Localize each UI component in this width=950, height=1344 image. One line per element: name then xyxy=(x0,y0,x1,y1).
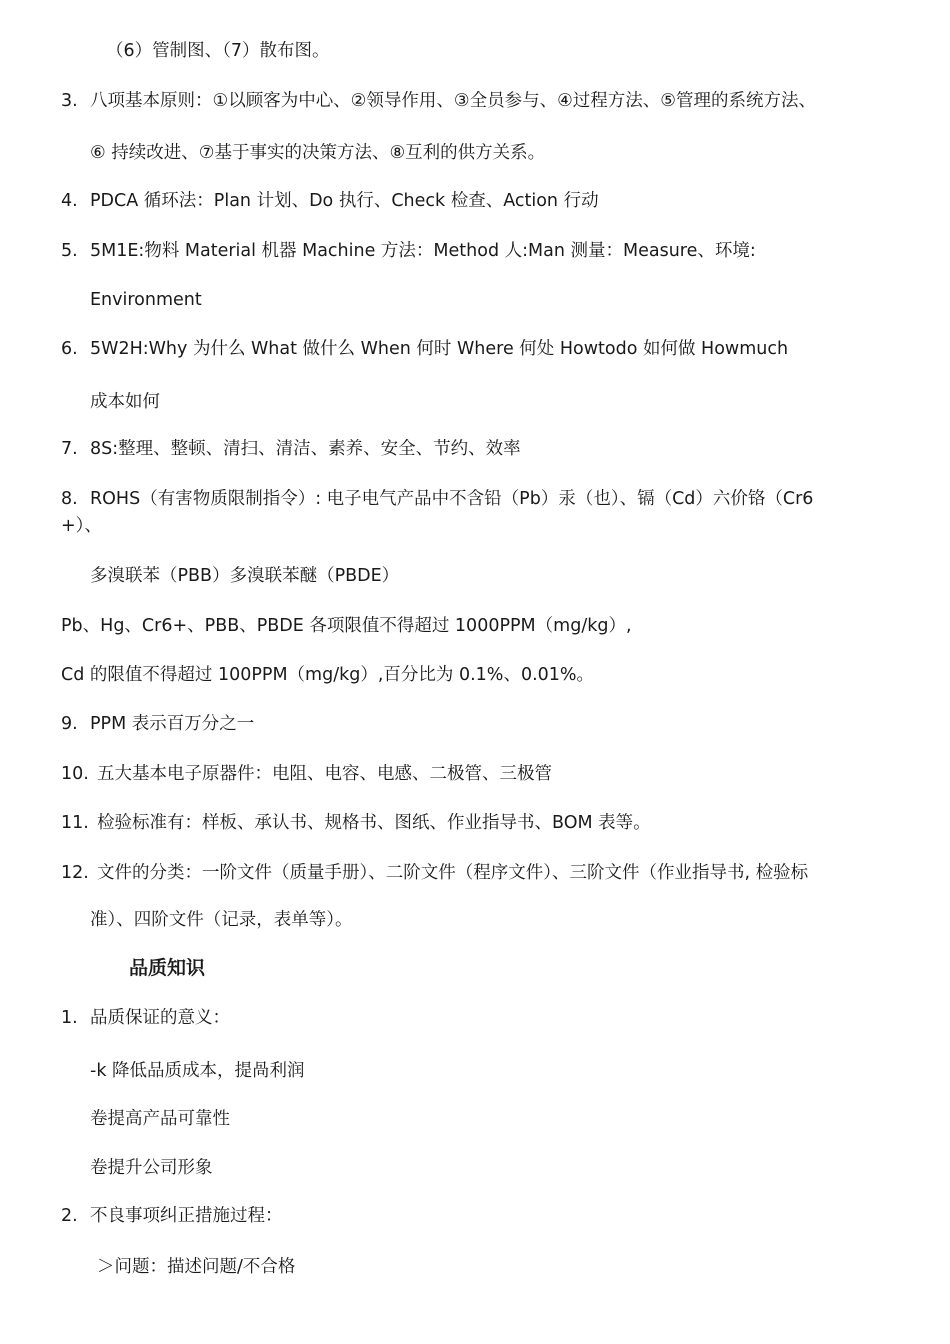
list-item-6 xyxy=(61,337,78,361)
list-number: 7. xyxy=(61,439,78,459)
8s-line: 8S:整理、整顿、清扫、清洁、素养、安全、节约、效率 xyxy=(90,439,521,459)
list-item-4 xyxy=(61,189,78,213)
list-number: 12. xyxy=(61,863,89,883)
5w2h-line-2: 成本如何 xyxy=(90,392,160,412)
corrective-action-step-problem: ＞问题：描述问题/不合格 xyxy=(97,1257,296,1277)
list-item-5 xyxy=(61,239,78,263)
quality-list-item-2 xyxy=(61,1204,78,1228)
5m1e-line-1: 5M1E:物料 Material 机器 Machine 方法：Method 人:Man 测量：Measure、环境: xyxy=(90,241,756,261)
quality-list-item-1 xyxy=(61,1006,78,1030)
document-classification-line-2: 准）、四阶文件（记录，表单等）。 xyxy=(90,910,353,930)
list-number: 2. xyxy=(61,1206,78,1226)
list-item-12 xyxy=(61,861,89,885)
rohs-limit-line-1: Pb、Hg、Cr6+、PBB、PBDE 各项限值不得超过 1000PPM（mg/kg）, xyxy=(61,616,632,636)
control-chart-scatter-line: （6）管制图、（7）散布图。 xyxy=(106,41,330,61)
rohs-limit-line-2: Cd 的限值不得超过 100PPM（mg/kg）,百分比为 0.1%、0.01%。 xyxy=(61,665,595,685)
ppm-line: PPM 表示百万分之一 xyxy=(90,714,255,734)
quality-assurance-meaning: 品质保证的意义： xyxy=(90,1008,230,1028)
5m1e-line-2: Environment xyxy=(90,290,202,310)
list-number: 8. xyxy=(61,489,78,509)
list-item-9 xyxy=(61,712,78,736)
rohs-line-1: ROHS（有害物质限制指令）: 电子电气产品中不含铅（Pb）汞（也）、镉（Cd）六价铬（Cr6 xyxy=(90,489,814,509)
list-number: 9. xyxy=(61,714,78,734)
list-item-7 xyxy=(61,437,78,461)
rohs-line-3: 多溴联苯（PBB）多溴联苯醚（PBDE） xyxy=(90,566,400,586)
quality-bullet-3: 卷提升公司形象 xyxy=(90,1158,213,1178)
list-item-11 xyxy=(61,811,89,835)
quality-bullet-1: -k 降低品质成本，提咼利润 xyxy=(90,1061,305,1081)
pdca-line: PDCA 循环法：Plan 计划、Do 执行、Check 检查、Action 行动 xyxy=(90,191,599,211)
eight-principles-line-2: ⑥ 持续改进、⑦基于事实的决策方法、⑧互利的供方关系。 xyxy=(90,143,546,163)
list-number: 3. xyxy=(61,91,78,111)
section-heading-quality-knowledge: 品质知识 xyxy=(129,957,206,979)
list-item-3 xyxy=(61,89,78,113)
electronic-components-line: 五大基本电子原器件：电阻、电容、电感、二极管、三极管 xyxy=(97,764,552,784)
list-number: 10. xyxy=(61,764,89,784)
list-number: 5. xyxy=(61,241,78,261)
corrective-action-process: 不良事项纠正措施过程： xyxy=(90,1206,283,1226)
inspection-standards-line: 检验标准有：样板、承认书、规格书、图纸、作业指导书、BOM 表等。 xyxy=(97,813,651,833)
eight-principles-line-1: 八项基本原则：①以顾客为中心、②领导作用、③全员参与、④过程方法、⑤管理的系统方法、 xyxy=(90,91,816,111)
list-number: 6. xyxy=(61,339,78,359)
document-classification-line-1: 文件的分类：一阶文件（质量手册）、二阶文件（程序文件）、三阶文件（作业指导书, 检验标 xyxy=(97,863,809,883)
list-number: 4. xyxy=(61,191,78,211)
list-item-10 xyxy=(61,762,89,786)
rohs-line-2: +）、 xyxy=(61,516,102,536)
quality-bullet-2: 卷提高产品可靠性 xyxy=(90,1109,230,1129)
5w2h-line-1: 5W2H:Why 为什么 What 做什么 When 何时 Where 何处 Howtodo 如何做 Howmuch xyxy=(90,339,789,359)
list-item-8 xyxy=(61,487,78,511)
list-number: 1. xyxy=(61,1008,78,1028)
list-number: 11. xyxy=(61,813,89,833)
